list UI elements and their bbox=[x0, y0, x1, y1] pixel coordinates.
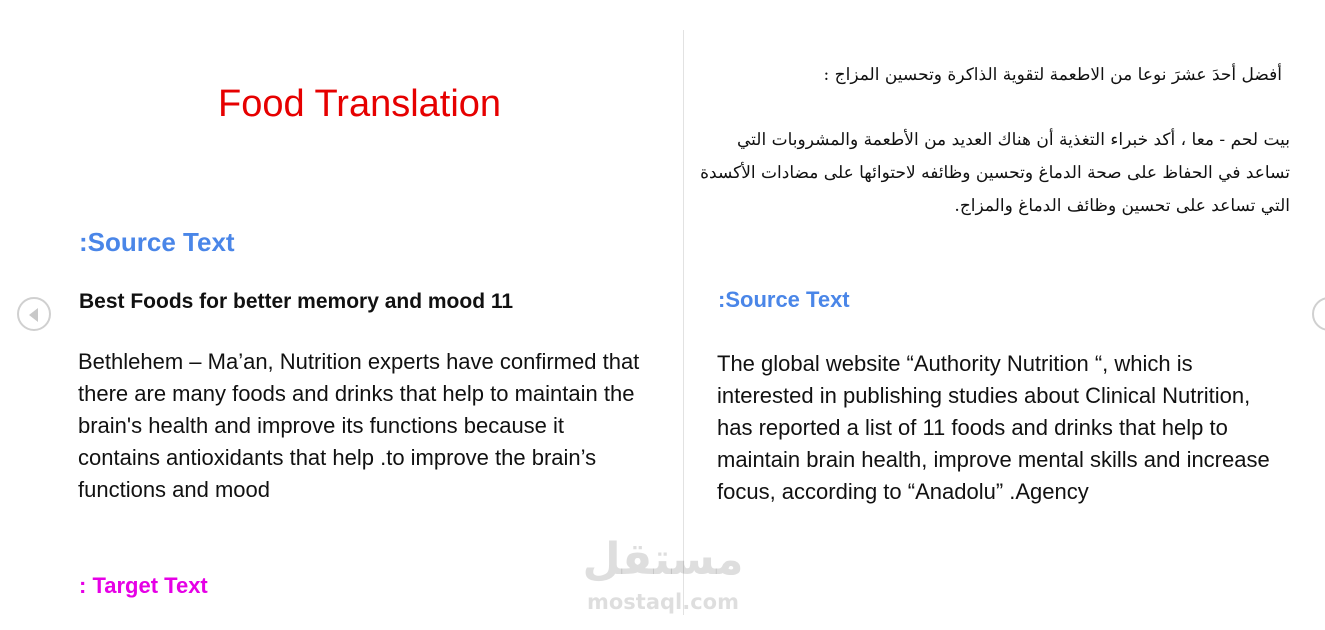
source-paragraph-right: The global website “Authority Nutrition “, which is interested in publishing studies about Clinical Nutrition, has reported a list of 11 foods and drinks that help to maintain brain health, improve mental skills and increase focus, according to “Anadolu” .Agency bbox=[717, 351, 1270, 504]
page-title: Food Translation bbox=[218, 83, 502, 125]
article-heading: Best Foods for better memory and mood 11 bbox=[79, 290, 514, 313]
source-text-label-right: :Source Text bbox=[718, 287, 850, 312]
source-text-label-left: :Source Text bbox=[79, 227, 235, 257]
next-page-button[interactable] bbox=[1312, 297, 1325, 331]
arabic-paragraph: بيت لحم - معا ، أكد خبراء التغذية أن هناك العديد من الأطعمة والمشروبات التي تساعد في الحفاظ على صحة الدماغ وتحسين وظائفه لاحتوائها على مضادات الأكسدة التي تساعد على تحسين وظائف الدماغ والمزاج. bbox=[700, 130, 1290, 216]
mostaql-watermark-logo: مستقل bbox=[582, 534, 744, 585]
chevron-left-icon bbox=[29, 308, 38, 322]
target-text-label: : Target Text bbox=[79, 573, 208, 598]
page-divider bbox=[683, 30, 684, 615]
arabic-title: أفضل أحدَ عشرَ نوعا من الاطعمة لتقوية الذاكرة وتحسين المزاج : bbox=[823, 65, 1282, 85]
source-paragraph-left: Bethlehem – Ma’an, Nutrition experts have confirmed that there are many foods and drinks that help to maintain the brain's health and improve its functions because it contains antioxidants that help .to improve the brain’s functions and mood bbox=[78, 349, 640, 502]
prev-page-button[interactable] bbox=[17, 297, 51, 331]
mostaql-watermark-url: mostaql.com bbox=[587, 590, 739, 614]
